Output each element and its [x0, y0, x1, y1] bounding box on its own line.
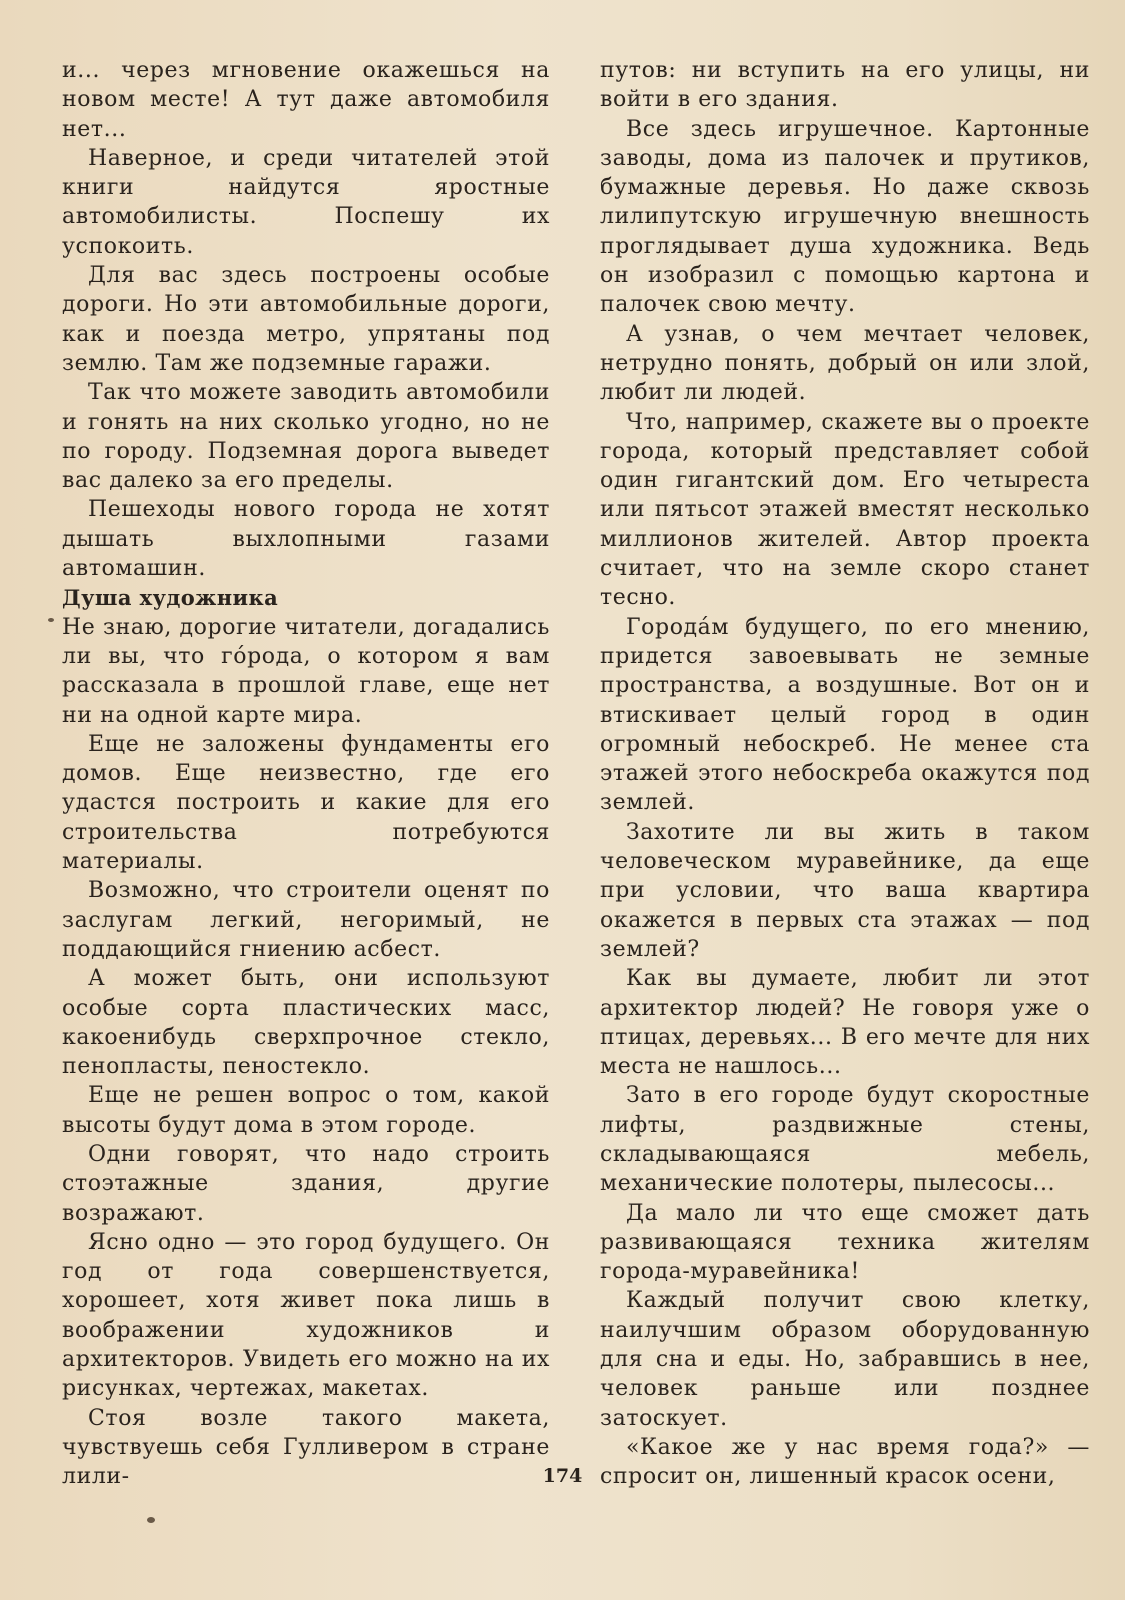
- paragraph: Для вас здесь построены особые дороги. Но эти автомобильные дороги, как и поезда метро, упрятаны под землю. Там же подземные гаражи.: [62, 263, 550, 376]
- page-number: 174: [542, 1465, 583, 1487]
- paragraph: Так что можете заводить автомобили и гонять на них сколько угодно, но не по городу. Подземная дорога выведет вас далеко за его пределы.: [62, 380, 550, 494]
- paragraph: А может быть, они используют особые сорта пластических масс, какоенибудь сверхпрочное стекло, пенопласты, пеностекло.: [62, 966, 550, 1080]
- right-column: [600, 56, 1090, 1492]
- paragraph: Что, например, скажете вы о проекте города, который представляет собой один гигантский дом. Его четыреста или пятьсот этажей вместят несколько миллионов жителей. Автор проекта считает, что на земле скоро станет тесно.: [600, 409, 1090, 611]
- paragraph: Да мало ли что еще сможет дать развивающаяся техника жителям города-муравейника!: [600, 1200, 1090, 1285]
- print-speck: [48, 618, 54, 622]
- paragraph: Каждый получит свою клетку, наилучшим образом оборудованную для сна и еды. Но, забравшись в нее, человек раньше или позднее затоскует.: [600, 1288, 1090, 1431]
- paragraph: Возможно, что строители оценят по заслугам легкий, негоримый, не поддающийся гниению асбест.: [62, 878, 550, 962]
- paragraph: Наверное, и среди читателей этой книги найдутся яростные автомобилисты. Поспешу их успокоить.: [62, 145, 550, 259]
- paragraph: Еще не решен вопрос о том, какой высоты будут дома в этом городе.: [62, 1083, 550, 1138]
- paragraph: Не знаю, дорогие читатели, догадались ли вы, что гóрода, о котором я вам рассказала в прошлой главе, еще нет ни на одной карте мира.: [62, 614, 550, 728]
- paragraph: Ясно одно — это город будущего. Он год от года совершенствуется, хорошеет, хотя живет пока лишь в воображении художников и архитекторов. Увидеть его можно на их рисунках, чертежах, макетах.: [62, 1229, 550, 1402]
- paragraph: А узнав, о чем мечтает человек, нетрудно понять, добрый он или злой, любит ли людей.: [600, 321, 1090, 406]
- paragraph: путов: ни вступить на его улицы, ни войти в его здания.: [600, 58, 1090, 113]
- paragraph: Пешеходы нового города не хотят дышать выхлопными газами автомашин.: [62, 497, 550, 582]
- paragraph: Как вы думаете, любит ли этот архитектор людей? Не говоря уже о птицах, деревьях... В его мечте для них места не нашлось...: [600, 966, 1090, 1080]
- paragraph: Зато в его городе будут скоростные лифты, раздвижные стены, складывающаяся мебель, механические полотеры, пылесосы...: [600, 1083, 1090, 1197]
- paragraph: и... через мгновение окажешься на новом месте! А тут даже автомобиля нет...: [62, 58, 550, 142]
- paragraph: Одни говорят, что надо строить стоэтажные здания, другие возражают.: [62, 1141, 550, 1226]
- paragraph: Стоя возле такого макета, чувствуешь себя Гулливером в стране лили-: [62, 1405, 550, 1490]
- section-heading: Душа художника: [62, 585, 279, 611]
- paragraph: Еще не заложены фундаменты его домов. Еще неизвестно, где его удастся построить и какие для его строительства потребуются материалы.: [62, 731, 550, 875]
- print-speck: [147, 1517, 155, 1523]
- left-column: [62, 56, 550, 1492]
- paragraph: Городáм будущего, по его мнению, придется завоевывать не земные пространства, а воздушные. Вот он и втискивает целый город в один огромный небоскреб. Не менее ста этажей этого небоскреба окажутся под землей.: [600, 614, 1090, 816]
- paragraph: «Какое же у нас время года?» — спросит он, лишенный красок осени,: [600, 1434, 1090, 1490]
- paragraph: Все здесь игрушечное. Картонные заводы, дома из палочек и прутиков, бумажные деревья. Но даже сквозь лилипутскую игрушечную внешность проглядывает душа художника. Ведь он изобразил с помощью картона и палочек свою мечту.: [600, 116, 1090, 318]
- paragraph: Захотите ли вы жить в таком человеческом муравейнике, да еще при условии, что ваша квартира окажется в первых ста этажах — под землей?: [600, 819, 1090, 962]
